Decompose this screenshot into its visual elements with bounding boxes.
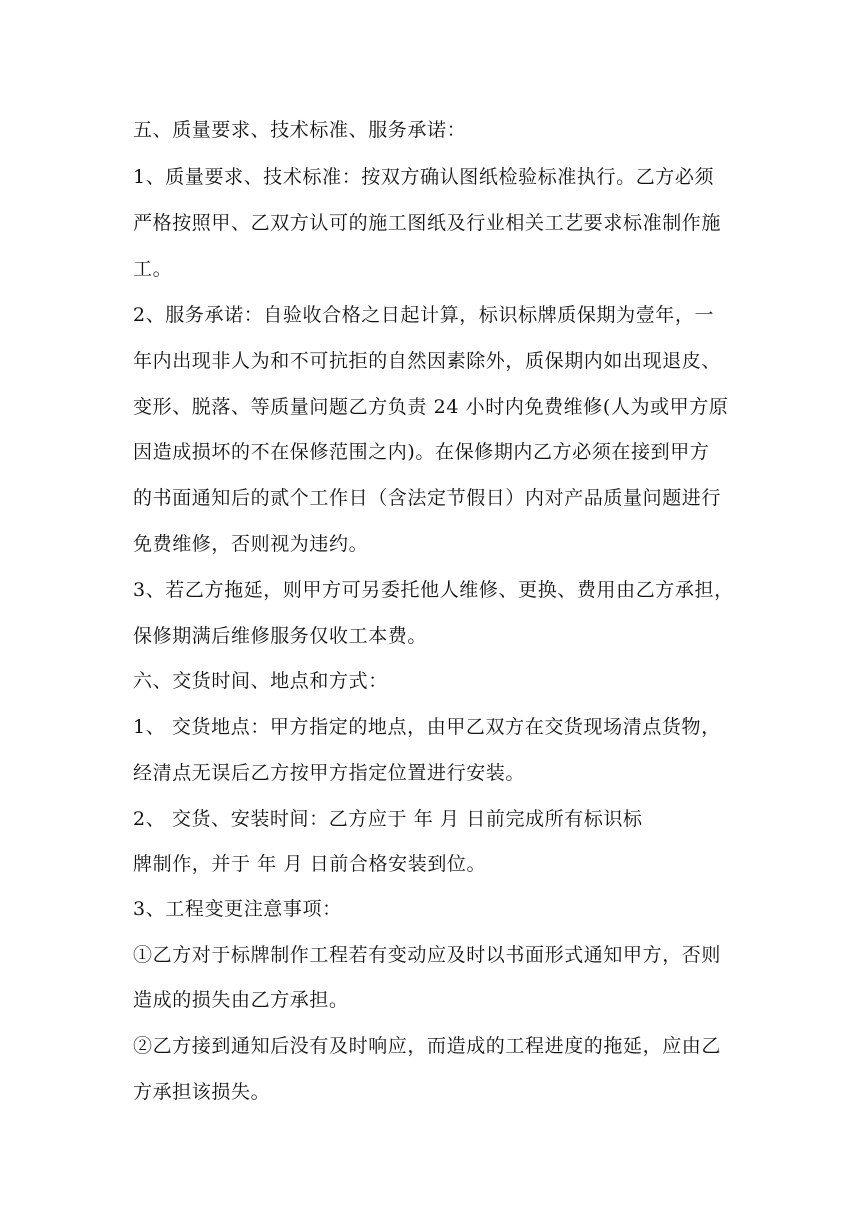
clause-change-note-1-end: 造成的损失由乙方承担。 xyxy=(133,989,349,1011)
clause-delay: 3、若乙方拖延，则甲方可另委托他人维修、更换、费用由乙方承担， xyxy=(133,579,734,601)
clause-service-promise-cont-4: 的书面通知后的贰个工作日（含法定节假日）内对产品质量问题进行 xyxy=(133,487,722,509)
section-heading-delivery: 六、交货时间、地点和方式： xyxy=(133,670,388,692)
clause-delivery-time: 2、 交货、安装时间：乙方应于 年 月 日前完成所有标识标 xyxy=(133,808,643,830)
clause-delivery-time-end: 牌制作，并于 年 月 日前合格安装到位。 xyxy=(133,853,487,875)
clause-service-promise: 2、服务承诺：自验收合格之日起计算，标识标牌质保期为壹年，一 xyxy=(133,304,715,326)
clause-change-notes: 3、工程变更注意事项： xyxy=(133,898,342,920)
clause-quality-standard-cont: 严格按照甲、乙双方认可的施工图纸及行业相关工艺要求标准制作施 xyxy=(133,212,722,234)
section-heading-quality: 五、质量要求、技术标准、服务承诺： xyxy=(133,119,467,141)
clause-service-promise-cont-1: 年内出现非人为和不可抗拒的自然因素除外，质保期内如出现退皮、 xyxy=(133,350,722,372)
clause-change-note-2: ②乙方接到通知后没有及时响应，而造成的工程进度的拖延，应由乙 xyxy=(133,1035,722,1057)
clause-delivery-place-end: 经清点无误后乙方按甲方指定位置进行安装。 xyxy=(133,762,526,784)
clause-delay-end: 保修期满后维修服务仅收工本费。 xyxy=(133,625,428,647)
clause-change-note-2-end: 方承担该损失。 xyxy=(133,1081,271,1103)
clause-service-promise-end: 免费维修，否则视为违约。 xyxy=(133,533,369,555)
clause-service-promise-cont-3: 因造成损坏的不在保修范围之内)。在保修期内乙方必须在接到甲方 xyxy=(133,441,710,463)
clause-quality-standard-end: 工。 xyxy=(133,258,173,280)
clause-quality-standard: 1、质量要求、技术标准：按双方确认图纸检验标准执行。乙方必须 xyxy=(133,166,715,188)
clause-change-note-1: ①乙方对于标牌制作工程若有变动应及时以书面形式通知甲方，否则 xyxy=(133,944,722,966)
clause-delivery-place: 1、 交货地点：甲方指定的地点，由甲乙双方在交货现场清点货物， xyxy=(133,716,721,738)
clause-service-promise-cont-2: 变形、脱落、等质量问题乙方负责 24 小时内免费维修(人为或甲方原 xyxy=(133,396,729,418)
